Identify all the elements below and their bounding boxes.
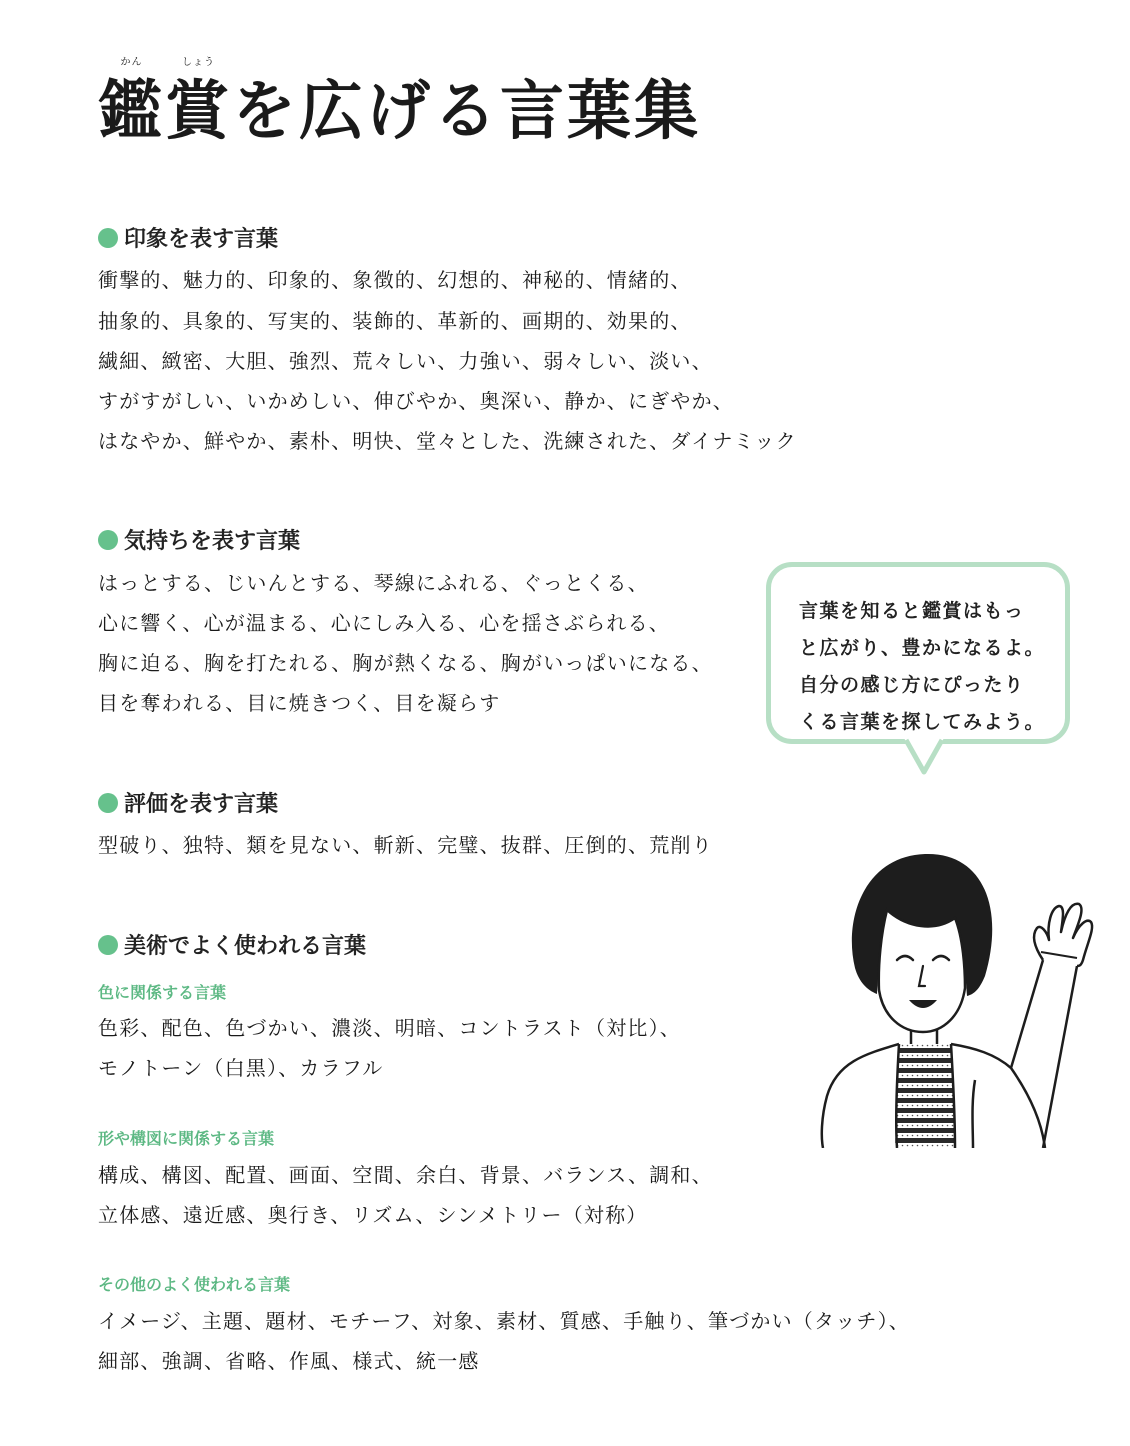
section-heading-feeling xyxy=(98,524,300,555)
impression-line-5: はなやか、鮮やか、素朴、明快、堂々とした、洗練された、ダイナミック xyxy=(98,429,797,453)
color-line-2: モノトーン（白黒）、カラフル xyxy=(98,1056,384,1080)
impression-line-2: 抽象的、具象的、写実的、装飾的、革新的、画期的、効果的、 xyxy=(98,309,692,333)
section-heading-evaluation xyxy=(98,787,278,818)
bubble-line-2: と広がり、豊かになるよ。 xyxy=(799,637,1046,659)
bubble-line-4: くる言葉を探してみよう。 xyxy=(799,711,1046,733)
evaluation-line-1: 型破り、独特、類を見ない、斬新、完璧、抜群、圧倒的、荒削り xyxy=(98,833,713,857)
bubble-line-3: 自分の感じ方にぴったり xyxy=(799,674,1025,696)
subheading-color: 色に関係する言葉 xyxy=(98,983,227,1002)
bullet-dot-icon xyxy=(98,793,118,813)
impression-line-4: すがすがしい、いかめしい、伸びやか、奥深い、静か、にぎやか、 xyxy=(98,389,734,413)
impression-line-1: 衝撃的、魅力的、印象的、象徴的、幻想的、神秘的、情緒的、 xyxy=(98,268,692,292)
other-line-1: イメージ、主題、題材、モチーフ、対象、素材、質感、手触り、筆づかい（タッチ）、 xyxy=(98,1309,910,1333)
feeling-line-4: 目を奪われる、目に焼きつく、目を凝らす xyxy=(98,691,501,715)
feeling-line-1: はっとする、じいんとする、琴線にふれる、ぐっとくる、 xyxy=(98,571,649,595)
feeling-line-3: 胸に迫る、胸を打たれる、胸が熱くなる、胸がいっぱいになる、 xyxy=(98,651,713,675)
title-char-kan: 鑑 かん xyxy=(98,57,165,149)
ruby-shou: しょう xyxy=(182,57,215,68)
subheading-shape: 形や構図に関係する言葉 xyxy=(98,1129,275,1148)
section-heading-text: 美術でよく使われる言葉 xyxy=(124,934,367,959)
color-line-1: 色彩、配色、色づかい、濃淡、明暗、コントラスト（対比）、 xyxy=(98,1016,681,1040)
speech-bubble xyxy=(766,562,1070,744)
speech-bubble-text xyxy=(799,593,1069,741)
bullet-dot-icon xyxy=(98,935,118,955)
section-heading-text: 評価を表す言葉 xyxy=(124,792,279,817)
other-line-2: 細部、強調、省略、作風、様式、統一感 xyxy=(98,1349,480,1373)
shape-line-1: 構成、構図、配置、画面、空間、余白、背景、バランス、調和、 xyxy=(98,1163,713,1187)
ruby-kan: かん xyxy=(120,57,143,68)
bullet-dot-icon xyxy=(98,530,118,550)
teacher-waving-illustration-icon xyxy=(815,848,1105,1148)
section-heading-text: 気持ちを表す言葉 xyxy=(124,529,301,554)
bullet-dot-icon xyxy=(98,228,118,248)
section-heading-impression xyxy=(98,222,278,253)
speech-bubble-tail-icon xyxy=(904,738,944,778)
section-heading-art xyxy=(98,929,366,960)
page-title xyxy=(98,57,701,149)
impression-line-3: 繊細、緻密、大胆、強烈、荒々しい、力強い、弱々しい、淡い、 xyxy=(98,349,713,373)
bubble-line-1: 言葉を知ると鑑賞はもっ xyxy=(799,600,1025,622)
title-rest: を広げる言葉集 xyxy=(232,75,701,149)
shape-line-2: 立体感、遠近感、奥行き、リズム、シンメトリー（対称） xyxy=(98,1203,648,1227)
subheading-other: その他のよく使われる言葉 xyxy=(98,1275,291,1294)
feeling-line-2: 心に響く、心が温まる、心にしみ入る、心を揺さぶられる、 xyxy=(98,611,670,635)
section-heading-text: 印象を表す言葉 xyxy=(124,227,279,252)
title-char-shou: 賞 しょう xyxy=(165,57,232,149)
